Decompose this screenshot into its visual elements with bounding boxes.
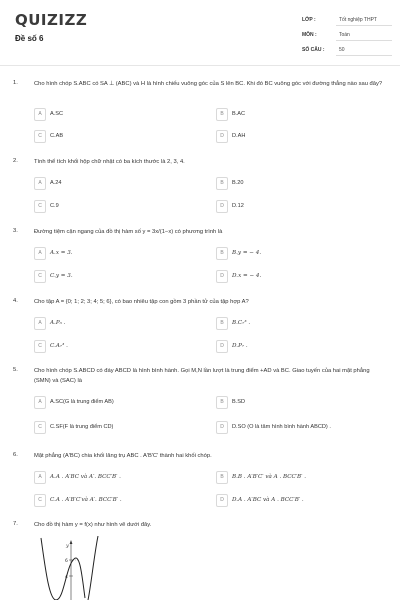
- option-text: C.A₇³ .: [50, 343, 68, 349]
- meta-count: [302, 44, 392, 56]
- meta-class: [302, 14, 392, 26]
- question-number: 4.: [13, 298, 18, 304]
- option-text: D.AH: [232, 133, 246, 139]
- option-letter: A: [34, 471, 46, 484]
- function-graph: [38, 536, 102, 600]
- curve-right-branch: [88, 536, 98, 600]
- meta-subject-label: MÔN :: [302, 32, 317, 38]
- quizizz-logo: QUIZIZZ: [15, 11, 88, 29]
- meta-class-label: LỚP :: [302, 17, 316, 23]
- option-letter: B: [216, 177, 228, 190]
- option-text: C.AB: [50, 133, 64, 139]
- option-letter: D: [216, 200, 228, 213]
- option-text: A.P₃ .: [50, 320, 66, 326]
- question-text: Cho hình chóp S.ABC có SA ⊥ (ABC) và H là hình chiếu vuông góc của S lên BC. Khi đó BC vuông góc với đường thẳng nào sau đây?: [34, 81, 383, 87]
- tick-label-6: 6: [65, 559, 68, 564]
- option-text: A.A . A′BC và A′. BCC′B′ .: [50, 474, 121, 480]
- option-text: C.9: [50, 203, 59, 209]
- option-letter: D: [216, 340, 228, 353]
- option-text: B.AC: [232, 111, 246, 117]
- y-axis-label: y: [66, 543, 69, 549]
- option-text: B.y = − 4.: [232, 250, 262, 256]
- question-number: 7.: [13, 521, 18, 527]
- option-text: B.B . A′B′C′ và A . BCC′B′ .: [232, 474, 306, 480]
- option-text: C.A . A′B′C′và A′. BCC′B′ .: [50, 497, 122, 503]
- option-text: D.P₇ .: [232, 343, 248, 349]
- option-text: B.SD: [232, 399, 246, 405]
- option-letter: D: [216, 421, 228, 434]
- exam-title: Đề số 6: [15, 34, 44, 43]
- question-number: 2.: [13, 158, 18, 164]
- option-text: A.24: [50, 180, 62, 186]
- option-letter: A: [34, 247, 46, 260]
- option-text: D.12: [232, 203, 244, 209]
- question-text: Tính thể tích khối hộp chữ nhật có ba kích thước là 2, 3, 4.: [34, 159, 185, 165]
- option-text: A.x = 3.: [50, 250, 73, 256]
- option-text: D.A . A′BC và A . BCC′B′ .: [232, 497, 304, 503]
- option-letter: C: [34, 494, 46, 507]
- question-number: 5.: [13, 367, 18, 373]
- question-number: 3.: [13, 228, 18, 234]
- question-number: 1.: [13, 80, 18, 86]
- option-text: C.y = 3.: [50, 273, 73, 279]
- option-letter: C: [34, 270, 46, 283]
- meta-count-value: 50: [339, 47, 345, 53]
- option-letter: A: [34, 317, 46, 330]
- meta-class-underline: [336, 25, 392, 26]
- option-text: B.20: [232, 180, 244, 186]
- option-letter: B: [216, 396, 228, 409]
- option-letter: B: [216, 317, 228, 330]
- question-text: Cho đồ thị hàm y = f(x) như hình vẽ dưới đây.: [34, 522, 152, 528]
- option-letter: A: [34, 396, 46, 409]
- option-letter: C: [34, 340, 46, 353]
- meta-count-label: SỐ CÂU :: [302, 47, 325, 53]
- y-axis-arrow: [70, 540, 73, 544]
- worksheet-header: [0, 0, 400, 66]
- option-letter: D: [216, 270, 228, 283]
- option-letter: B: [216, 247, 228, 260]
- option-letter: A: [34, 108, 46, 121]
- option-letter: B: [216, 471, 228, 484]
- option-letter: B: [216, 108, 228, 121]
- option-text: A.SC(G là trung điểm AB): [50, 399, 114, 405]
- meta-subject-underline: [336, 40, 392, 41]
- option-letter: C: [34, 421, 46, 434]
- question-text: Mặt phẳng (A′BC) chia khối lăng trụ ABC . A′B′C′ thành hai khối chóp.: [34, 453, 212, 459]
- option-letter: A: [34, 177, 46, 190]
- option-text: B.C₇³ .: [232, 320, 251, 326]
- question-text: Cho hình chóp S.ABCD có đáy ABCD là hình bình hành. Gọi M,N lần lượt là trung điểm +AD và BC. Giao tuyến của hai mặt phẳng (SMN) và (SAC) là: [34, 368, 370, 384]
- option-text: A.SC: [50, 111, 64, 117]
- curve: [41, 538, 85, 600]
- option-text: D.SO (O là tâm hình bình hành ABCD) .: [232, 424, 331, 430]
- meta-subject: [302, 29, 392, 41]
- meta-count-underline: [336, 55, 392, 56]
- option-letter: D: [216, 494, 228, 507]
- question-number: 6.: [13, 452, 18, 458]
- option-text: C.SF(F là trung điểm CD): [50, 424, 114, 430]
- option-letter: C: [34, 200, 46, 213]
- tick-label-4: 4: [65, 575, 68, 580]
- question-text: Đường tiệm cận ngang của đồ thị hàm số y = 3x/(1−x) có phương trình là: [34, 229, 223, 235]
- option-text: D.x = − 4.: [232, 273, 262, 279]
- option-letter: C: [34, 130, 46, 143]
- meta-class-value: Tốt nghiệp THPT: [339, 17, 377, 23]
- meta-subject-value: Toán: [339, 32, 350, 38]
- option-letter: D: [216, 130, 228, 143]
- question-text: Cho tập A = {0; 1; 2; 3; 4; 5; 6}, có bao nhiêu tập con gồm 3 phần tử của tập hợp A?: [34, 299, 249, 305]
